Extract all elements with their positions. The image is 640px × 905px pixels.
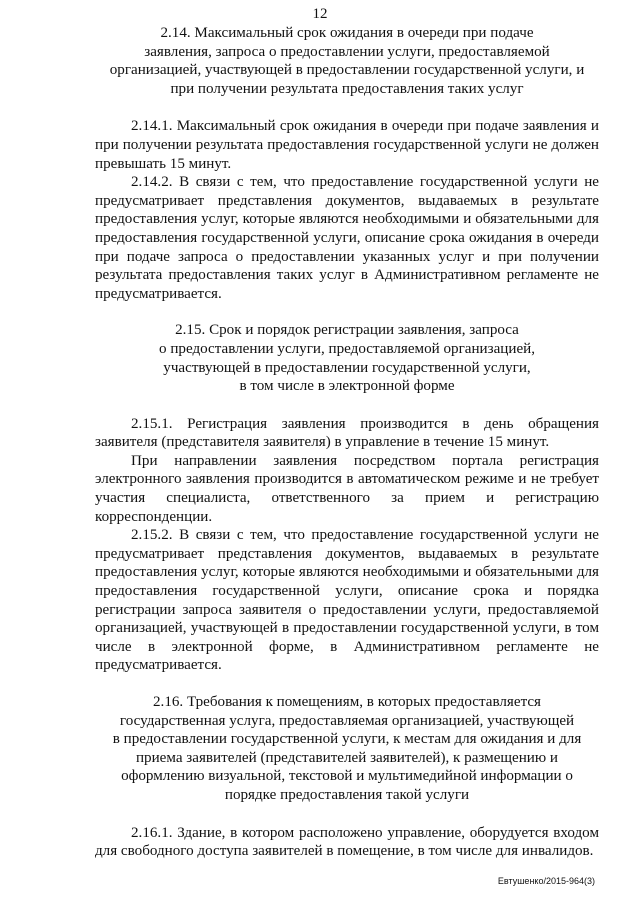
document-footer-id: Евтушенко/2015-964(3) — [497, 876, 595, 886]
heading-line: заявления, запроса о предоставлении услуги, предоставляемой — [144, 43, 550, 60]
heading-line: 2.16. Требования к помещениям, в которых предоставляется — [153, 694, 541, 710]
heading-line: оформлению визуальной, текстовой и мультимедийной информации о — [121, 768, 573, 785]
heading-line: в предоставлении государственной услуги, к местам для ожидания и для — [112, 731, 582, 748]
paragraph-2-14-2: 2.14.2. В связи с тем, что предоставление государственной услуги не предусматривает представления документов, выдаваемых в результате предоставления услуг, которые являются необходимыми и обязательными для предоставления государственной услуги, описание срока ожидания в очереди при подаче запроса о предоставлении указанных услуг и при получении результата предоставления таких услуг в Административном регламенте не предусматривается. — [95, 174, 599, 302]
heading-line: государственная услуга, предоставляемая организацией, участвующей — [119, 712, 575, 729]
heading-line: в том числе в электронной форме — [239, 378, 455, 395]
heading-line: 2.15. Срок и порядок регистрации заявления, запроса — [175, 322, 519, 339]
section-heading-2-14 — [95, 24, 599, 98]
paragraph-2-16-1: 2.16.1. Здание, в котором расположено управление, оборудуется входом для свободного доступа заявителей в помещение, в том числе для инвалидов. — [95, 824, 599, 860]
heading-line: участвующей в предоставлении государственной услуги, — [163, 359, 531, 376]
paragraph-2-15-2: 2.15.2. В связи с тем, что предоставление государственной услуги не предусматривает представления документов, выдаваемых в результате предоставления услуг, которые являются необходимыми и обязательными для предоставления государственной услуги, описание срока и порядка регистрации запроса заявителя о предоставлении услуги, предоставляемой организацией, участвующей в предоставлении государственной услуги, в том числе в электронной форме, в Административном регламенте не предусматривается. — [95, 527, 599, 674]
heading-line: приема заявителей (представителей заявителей), к размещению и — [135, 749, 559, 766]
paragraph-2-15-1: 2.15.1. Регистрация заявления производится в день обращения заявителя (представителя заявителя) в управление в течение 15 минут. — [95, 415, 599, 451]
section-heading-2-15 — [95, 321, 599, 395]
page-number: 12 — [312, 6, 328, 22]
heading-line: при получении результата предоставления таких услуг — [170, 80, 524, 97]
section-heading-2-16 — [95, 693, 599, 805]
paragraph-2-14-1: 2.14.1. Максимальный срок ожидания в очереди при подаче заявления и при получении результата предоставления государственной услуги не должен превышать 15 минут. — [95, 118, 599, 172]
heading-line: организацией, участвующей в предоставлении государственной услуги, и — [109, 62, 585, 79]
heading-line: о предоставлении услуги, предоставляемой организацией, — [159, 340, 535, 357]
heading-line: порядке предоставления такой услуги — [224, 786, 470, 803]
document-body — [95, 24, 599, 861]
paragraph-2-15-1-portal: При направлении заявления посредством портала регистрация электронного заявления производится в автоматическом режиме и не требует участия специалиста, ответственного за прием и регистрацию корреспонденции. — [95, 452, 599, 525]
heading-line: 2.14. Максимальный срок ожидания в очереди при подаче — [160, 25, 534, 41]
